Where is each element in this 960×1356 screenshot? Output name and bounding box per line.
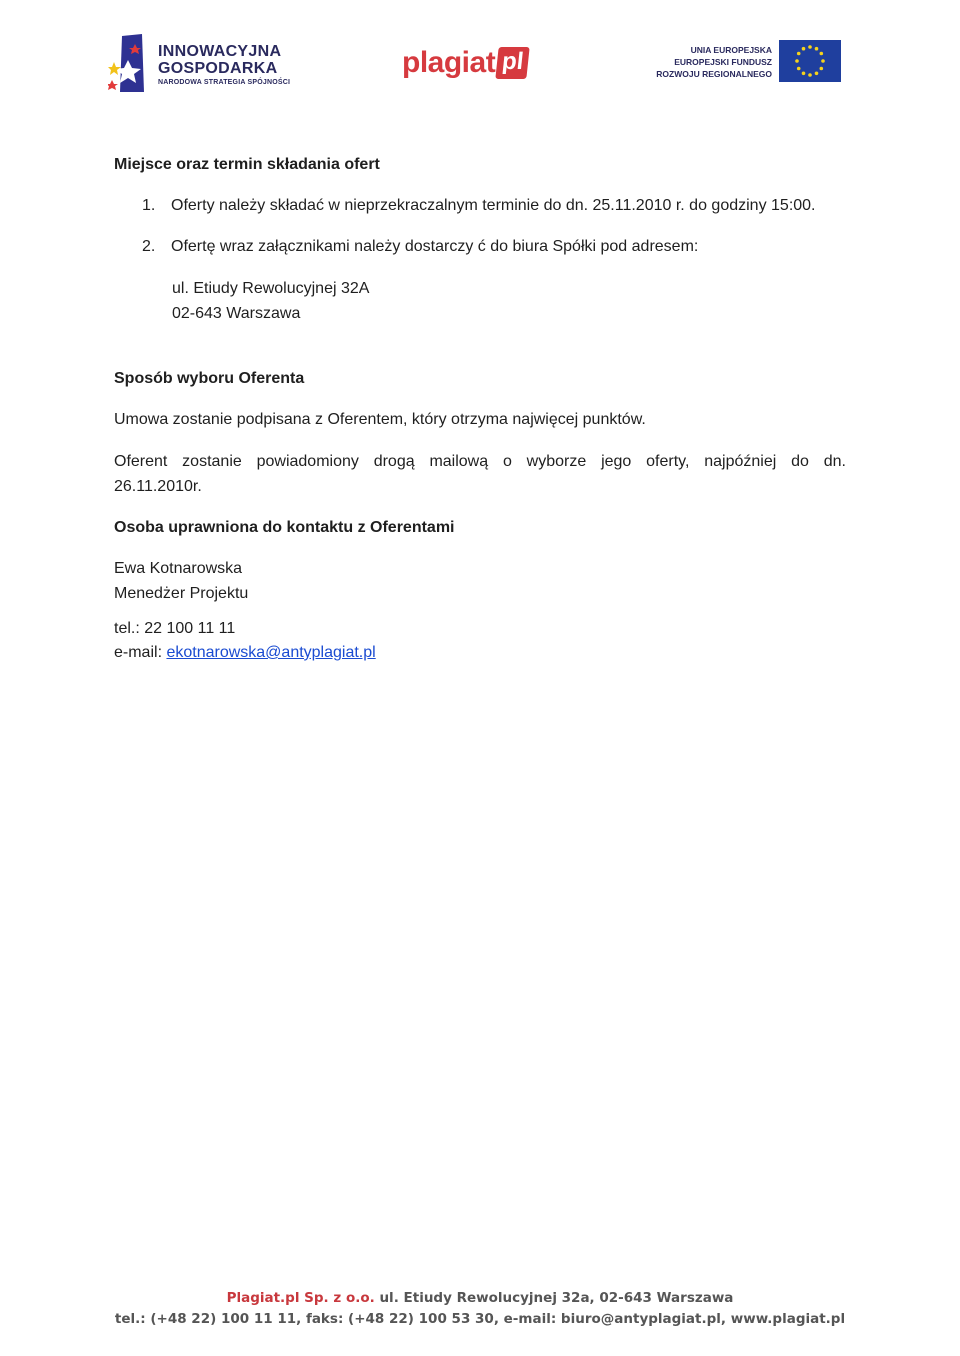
contact-email-label: e-mail: xyxy=(114,644,167,661)
selection-paragraph-1: Umowa zostanie podpisana z Oferentem, który otrzyma najwięcej punktów. xyxy=(114,411,646,428)
ig-star-emblem-icon xyxy=(108,32,152,94)
footer-line1 xyxy=(0,1288,960,1309)
ig-line1: INNOWACYJNA xyxy=(158,43,282,60)
contact-email-line xyxy=(114,640,376,665)
eu-line1: UNIA EUROPEJSKA xyxy=(690,45,772,55)
plagiat-logo xyxy=(402,46,529,82)
section-heading-contact: Osoba uprawniona do kontaktu z Oferentami xyxy=(114,519,455,536)
contact-email-link[interactable]: ekotnarowska@antyplagiat.pl xyxy=(166,644,376,661)
list-item-number: 2. xyxy=(142,238,156,255)
ig-line2: GOSPODARKA xyxy=(158,60,278,77)
page-header xyxy=(0,0,960,110)
section-heading-deadline: Miejsce oraz termin składania ofert xyxy=(114,156,380,173)
eu-line2: EUROPEJSKI FUNDUSZ xyxy=(674,57,772,67)
address-city: 02-643 Warszawa xyxy=(172,305,301,322)
section-heading-selection: Sposób wyboru Oferenta xyxy=(114,370,305,387)
contact-phone: tel.: 22 100 11 11 xyxy=(114,620,236,637)
ig-line3: NARODOWA STRATEGIA SPÓJNOŚCI xyxy=(158,79,291,86)
contact-role: Menedżer Projektu xyxy=(114,585,249,602)
plagiat-logo-badge: pl xyxy=(496,47,531,79)
page-footer xyxy=(0,1288,960,1330)
plagiat-logo-text: plagiat xyxy=(402,46,496,79)
eu-line3: ROZWOJU REGIONALNEGO xyxy=(656,69,772,79)
footer-contact: tel.: (+48 22) 100 11 11, faks: (+48 22) 100 53 30, e-mail: biuro@antyplagiat.pl, www.plagiat.pl xyxy=(114,1311,846,1327)
list-item xyxy=(114,193,846,218)
list-item-text: Oferty należy składać w nieprzekraczalnym terminie do dn. 25.11.2010 r. do godziny 15:00. xyxy=(171,197,816,214)
address-street: ul. Etiudy Rewolucyjnej 32A xyxy=(172,280,370,297)
footer-address: ul. Etiudy Rewolucyjnej 32a, 02-643 Warszawa xyxy=(374,1290,734,1306)
list-item xyxy=(114,234,846,259)
list-item-number: 1. xyxy=(142,197,156,214)
eu-flag-icon xyxy=(779,40,841,82)
innowacyjna-gospodarka-logo xyxy=(108,32,298,94)
footer-company: Plagiat.pl Sp. z o.o. xyxy=(226,1290,375,1306)
selection-paragraph-2-line1: Oferent zostanie powiadomiony drogą mailową o wyborze jego oferty, najpóźniej do dn. xyxy=(114,453,846,470)
eu-logo xyxy=(656,40,842,82)
list-item-text: Ofertę wraz załącznikami należy dostarczy ć do biura Spółki pod adresem: xyxy=(171,238,699,255)
contact-name: Ewa Kotnarowska xyxy=(114,560,243,577)
selection-paragraph-2-line2: 26.11.2010r. xyxy=(114,478,202,495)
